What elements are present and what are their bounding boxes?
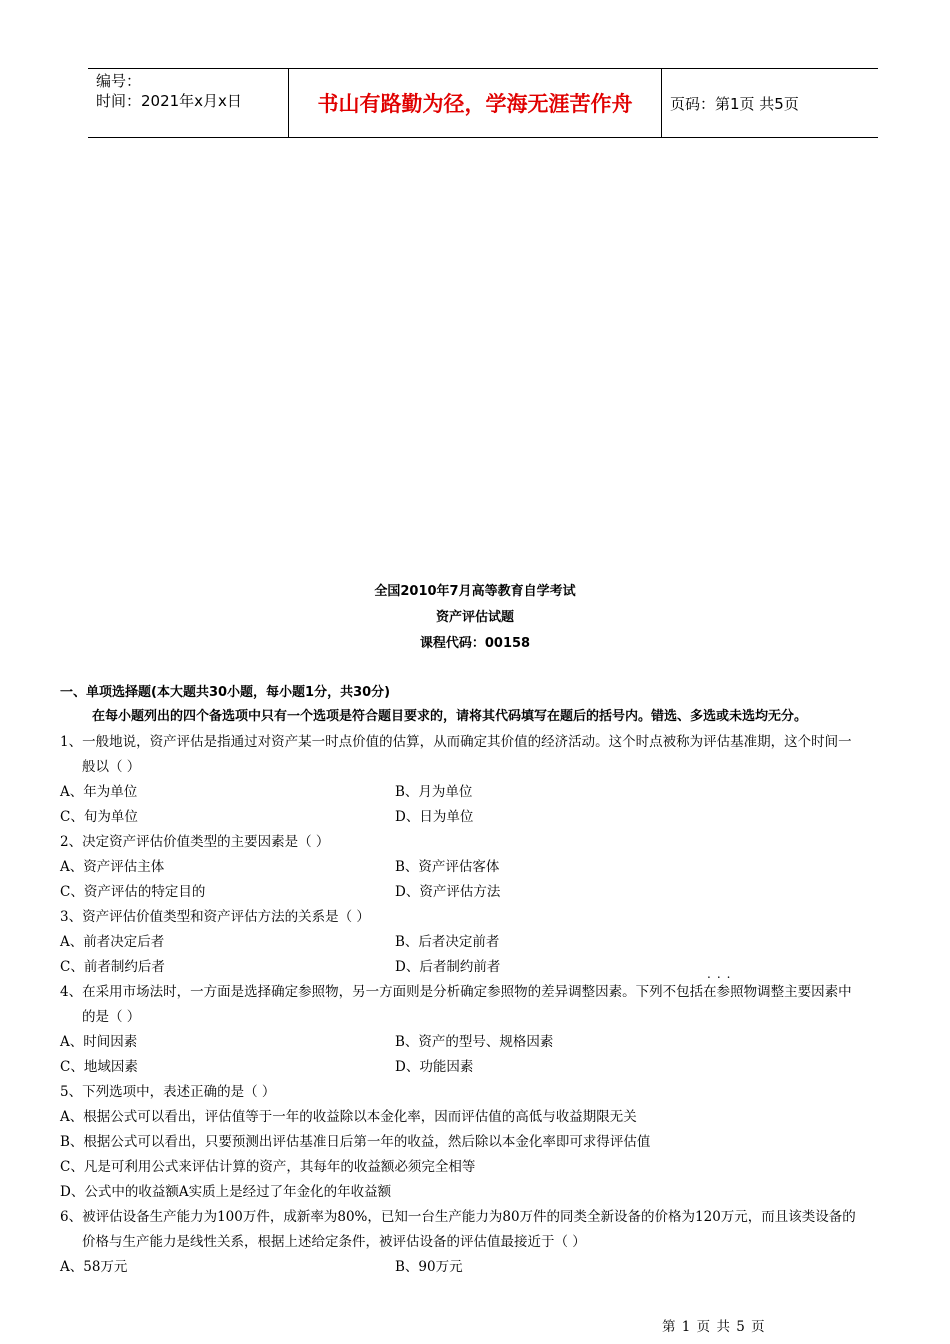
q5-option-b: B、根据公式可以看出，只要预测出评估基准日后第一年的收益，然后除以本金化率即可求得评估值 — [60, 1134, 651, 1150]
q3-option-d: D、后者制约前者 — [395, 959, 501, 975]
header-page-info: 页码：第1页 共5页 — [670, 94, 799, 113]
q4-option-a: A、时间因素 — [60, 1034, 138, 1050]
q4-option-b: B、资产的型号、规格因素 — [395, 1034, 554, 1050]
question-6-text: 6、被评估设备生产能力为100万件，成新率为80%，已知一台生产能力为80万件的同类全新设备的价格为120万元，而且该类设备的 — [60, 1209, 856, 1225]
q2-option-c: C、资产评估的特定目的 — [60, 884, 206, 900]
section-instruction: 在每小题列出的四个备选项中只有一个选项是符合题目要求的，请将其代码填写在题后的括号内。错选、多选或未选均无分。 — [92, 709, 808, 724]
exam-subject: 资产评估试题 — [435, 610, 514, 625]
q3-option-a: A、前者决定后者 — [60, 934, 165, 950]
section-heading: 一、单项选择题(本大题共30小题，每小题1分，共30分) — [60, 685, 391, 700]
q4-option-d: D、功能因素 — [395, 1059, 474, 1075]
question-5-text: 5、下列选项中，表述正确的是（ ） — [60, 1084, 276, 1100]
q6-option-a: A、58万元 — [60, 1259, 128, 1275]
q5-option-c: C、凡是可利用公式来评估计算的资产，其每年的收益额必须完全相等 — [60, 1159, 476, 1175]
question-1-text: 1、一般地说，资产评估是指通过对资产某一时点价值的估算，从而确定其价值的经济活动。这个时点被称为评估基准期，这个时间一 — [60, 734, 852, 750]
page-header — [88, 68, 878, 138]
q5-option-d: D、公式中的收益额A实质上是经过了年金化的年收益额 — [60, 1184, 392, 1200]
header-meta — [88, 69, 288, 137]
emphasis-dots: ... — [707, 967, 737, 981]
time-label: 时间：2021年x月x日 — [96, 92, 242, 110]
q3-option-c: C、前者制约后者 — [60, 959, 165, 975]
q1-option-a: A、年为单位 — [60, 784, 138, 800]
q4-option-c: C、地域因素 — [60, 1059, 138, 1075]
q6-option-b: B、90万元 — [395, 1259, 463, 1275]
question-6-text-cont: 价格与生产能力是线性关系，根据上述给定条件，被评估设备的评估值最接近于（ ） — [82, 1234, 586, 1250]
question-1-text-cont: 般以（ ） — [82, 759, 141, 775]
q1-option-d: D、日为单位 — [395, 809, 474, 825]
q5-option-a: A、根据公式可以看出，评估值等于一年的收益除以本金化率，因而评估值的高低与收益期限无关 — [60, 1109, 637, 1125]
header-motto: 书山有路勤为径，学海无涯苦作舟 — [288, 69, 662, 137]
question-4-text-cont: 的是（ ） — [82, 1009, 141, 1025]
q2-option-b: B、资产评估客体 — [395, 859, 500, 875]
q2-option-a: A、资产评估主体 — [60, 859, 165, 875]
exam-title: 全国2010年7月高等教育自学考试 — [374, 584, 576, 599]
code-label: 编号： — [96, 72, 142, 90]
page-footer: 第 1 页 共 5 页 — [662, 1319, 766, 1335]
q2-option-d: D、资产评估方法 — [395, 884, 501, 900]
q3-option-b: B、后者决定前者 — [395, 934, 500, 950]
course-code: 课程代码：00158 — [419, 636, 531, 651]
question-2-text: 2、决定资产评估价值类型的主要因素是（ ） — [60, 834, 330, 850]
q1-option-b: B、月为单位 — [395, 784, 473, 800]
question-3-text: 3、资产评估价值类型和资产评估方法的关系是（ ） — [60, 909, 370, 925]
q1-option-c: C、旬为单位 — [60, 809, 138, 825]
question-4-text: 4、在采用市场法时，一方面是选择确定参照物，另一方面则是分析确定参照物的差异调整因素。下列不包括在参照物调整主要因素中 — [60, 984, 852, 1000]
